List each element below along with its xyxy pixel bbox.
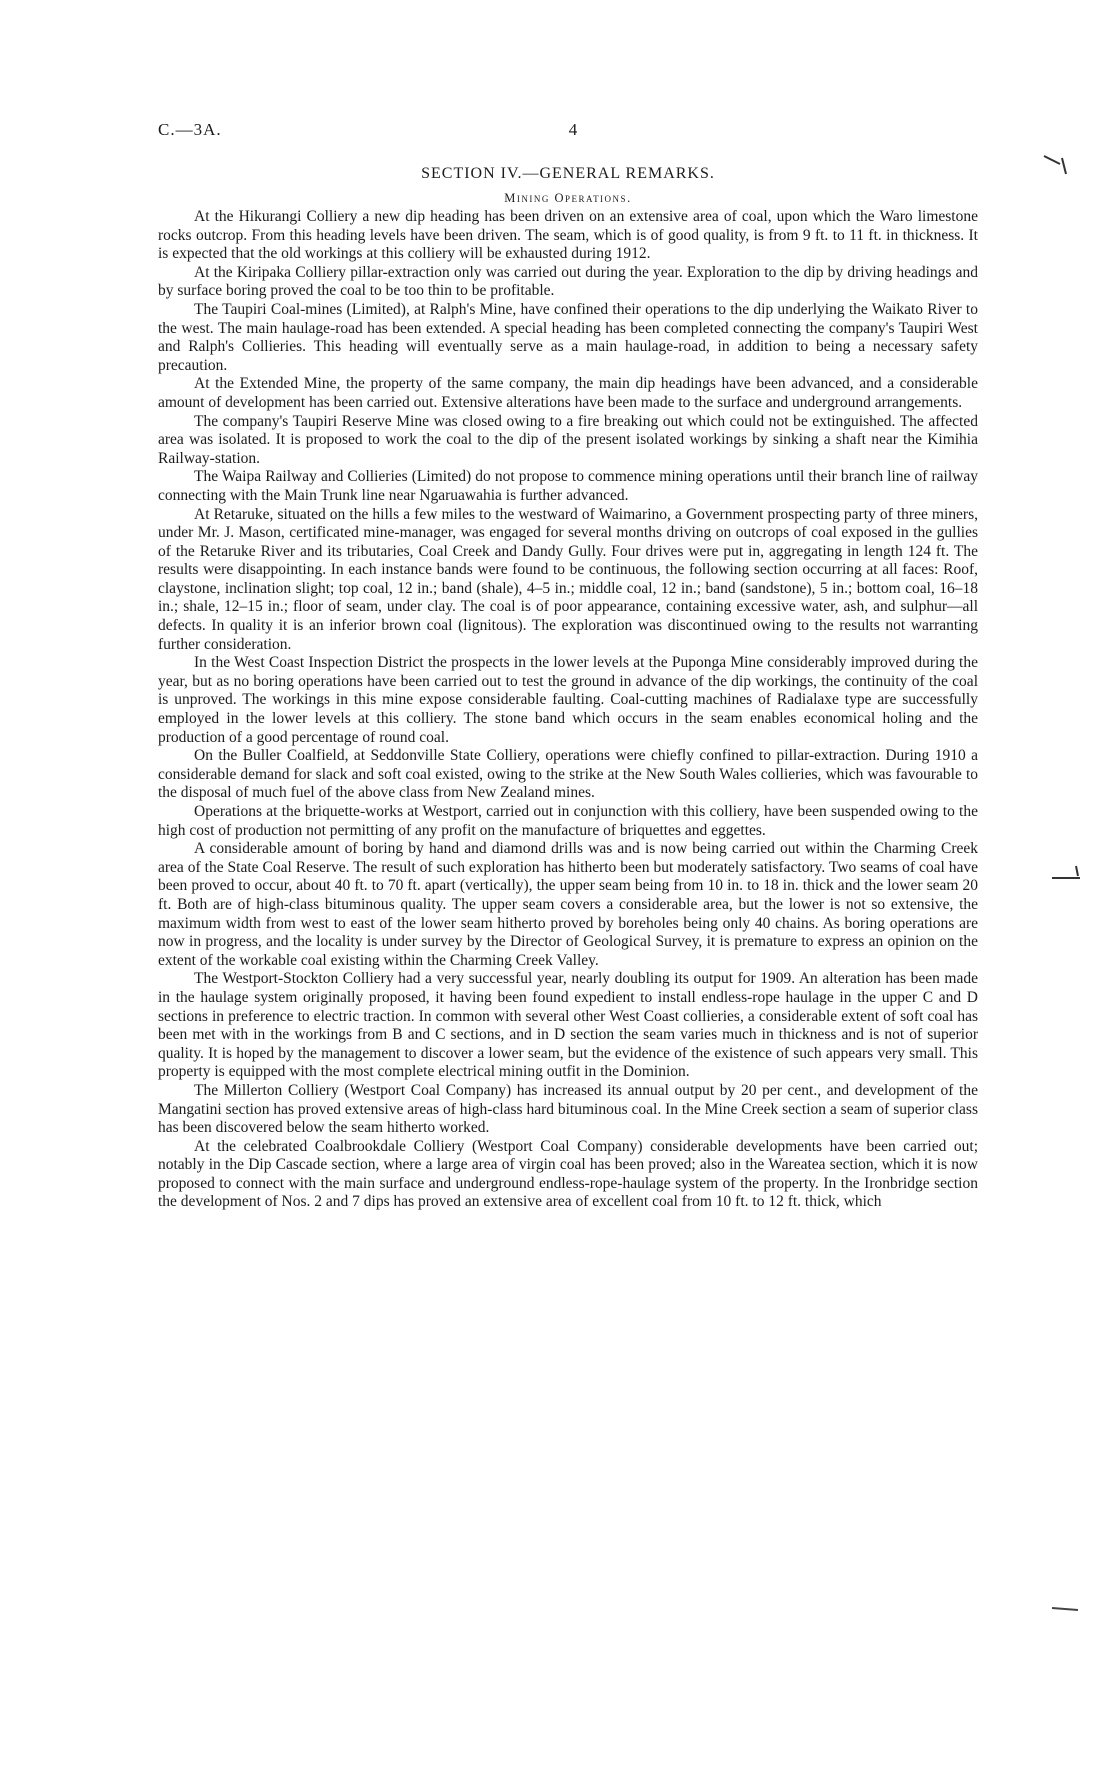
paragraph: The Westport-Stockton Colliery had a very successful year, nearly doubling its output for 1909. An alteration has been made in the haulage system originally proposed, it having been found expedient to install endless-rope haulage in the upper C and D sections in preference to electric traction. In common with several other West Coast collieries, a considerable extent of soft coal has been met with in the workings from B and C sections, and in D section the seam varies much in thickness and is not of superior quality. It is hoped by the management to discover a lower seam, but the evidence of the existence of such appears very small. This property is equipped with the most complete electrical mining outfit in the Dominion. <box>158 970 978 1081</box>
paragraph: The company's Taupiri Reserve Mine was closed owing to a fire breaking out which could not be extinguished. The affected area was isolated. It is proposed to work the coal to the dip of the present isolated workings by sinking a shaft near the Kimihia Railway-station. <box>158 412 978 467</box>
paragraph: Operations at the briquette-works at Westport, carried out in conjunction with this colliery, have been suspended owing to the high cost of production not permitting of any profit on the manufacture of briquettes and eggettes. <box>158 803 978 839</box>
body-text <box>158 208 978 1212</box>
paragraph: A considerable amount of boring by hand and diamond drills was and is now being carried out within the Charming Creek area of the State Coal Reserve. The result of such exploration has hitherto been but moderately satisfactory. Two seams of coal have been proved to occur, about 40 ft. to 70 ft. apart (vertically), the upper seam being from 10 in. to 18 in. thick and the lower seam 20 ft. Both are of high-class bituminous quality. The upper seam covers a considerable area, but the lower is not so extensive, the maximum width from west to east of the lower seam hitherto proved by boreholes being only 40 chains. As boring operations are now in progress, and the locality is under survey by the Director of Geological Survey, it is premature to express an opinion on the extent of the workable coal existing within the Charming Creek Valley. <box>158 840 978 969</box>
paragraph: The Waipa Railway and Collieries (Limited) do not propose to commence mining operations until their branch line of railway connecting with the Main Trunk line near Ngaruawahia is further advanced. <box>158 468 978 504</box>
paragraph: The Taupiri Coal-mines (Limited), at Ralph's Mine, have confined their operations to the dip underlying the Waikato River to the west. The main haulage-road has been extended. A special heading has been completed connecting the company's Taupiri West and Ralph's Collieries. This heading will eventually serve as a main haulage-road, in addition to being a necessary safety precaution. <box>158 300 978 374</box>
page-header <box>158 120 978 150</box>
paragraph: At the Hikurangi Colliery a new dip heading has been driven on an extensive area of coal, upon which the Waro limestone rocks outcrop. From this heading levels have been driven. The seam, which is of good quality, is from 9 ft. to 11 ft. in thickness. It is expected that the old workings at this colliery will be exhausted during 1912. <box>158 208 978 263</box>
paragraph: At Retaruke, situated on the hills a few miles to the westward of Waimarino, a Government prospecting party of three miners, under Mr. J. Mason, certificated mine-manager, was engaged for several months driving on outcrops of coal exposed in the gullies of the Retaruke River and its tributaries, Coal Creek and Dandy Gully. Four drives were put in, aggregating in length 124 ft. The results were disappointing. In each instance bands were found to be continuous, the following section occurring at all faces: Roof, claystone, inclination slight; top coal, 12 in.; band (shale), 4–5 in.; middle coal, 12 in.; band (sandstone), 5 in.; bottom coal, 16–18 in.; shale, 12–15 in.; floor of seam, under clay. The coal is of poor appearance, containing excessive water, ash, and sulphur—all defects. In quality it is an inferior brown coal (lignitous). The exploration was discontinued owing to the results not warranting further consideration. <box>158 505 978 653</box>
paragraph: At the Kiripaka Colliery pillar-extraction only was carried out during the year. Exploration to the dip by driving headings and by surface boring proved the coal to be too thin to be profitable. <box>158 263 978 300</box>
paragraph: At the celebrated Coalbrookdale Colliery (Westport Coal Company) considerable developments have been carried out; notably in the Dip Cascade section, where a large area of virgin coal has been proved; also in the Wareatea section, which it is now proposed to connect with the main surface and underground endless-rope-haulage system of the property. In the Ironbridge section the development of Nos. 2 and 7 dips has proved an extensive area of excellent coal from 10 ft. to 12 ft. thick, which <box>158 1137 978 1211</box>
scan-mark-icon <box>1050 860 1090 890</box>
paragraph: At the Extended Mine, the property of the same company, the main dip headings have been advanced, and a considerable amount of development has been carried out. Extensive alterations have been made to the surface and underground arrangements. <box>158 375 978 411</box>
paragraph: In the West Coast Inspection District the prospects in the lower levels at the Puponga Mine considerably improved during the year, but as no boring operations have been carried out to test the ground in advance of the dip workings, the continuity of the coal is unproved. The workings in this mine expose considerable faulting. Coal-cutting machines of Radialaxe type are successfully employed in the lower levels at this colliery. The stone band which occurs in the seam enables economical holing and the production of a good percentage of round coal. <box>158 654 978 746</box>
scan-mark-icon <box>1040 150 1080 180</box>
document-page <box>158 120 978 1212</box>
subsection-title: Mining Operations. <box>504 191 632 205</box>
page-number: 4 <box>568 120 578 139</box>
document-reference: C.—3A. <box>158 120 222 139</box>
section-title: SECTION IV.—GENERAL REMARKS. <box>421 165 715 182</box>
paragraph: On the Buller Coalfield, at Seddonville State Colliery, operations were chiefly confined to pillar-extraction. During 1910 a considerable demand for slack and soft coal existed, owing to the strike at the New South Wales collieries, which was favourable to the disposal of much fuel of the above class from New Zealand mines. <box>158 747 978 802</box>
scan-mark-icon <box>1050 1600 1090 1620</box>
paragraph: The Millerton Colliery (Westport Coal Company) has increased its annual output by 20 per cent., and development of the Mangatini section has proved extensive areas of high-class hard bituminous coal. In the Mine Creek section a seam of superior class has been discovered below the seam hitherto worked. <box>158 1081 978 1137</box>
